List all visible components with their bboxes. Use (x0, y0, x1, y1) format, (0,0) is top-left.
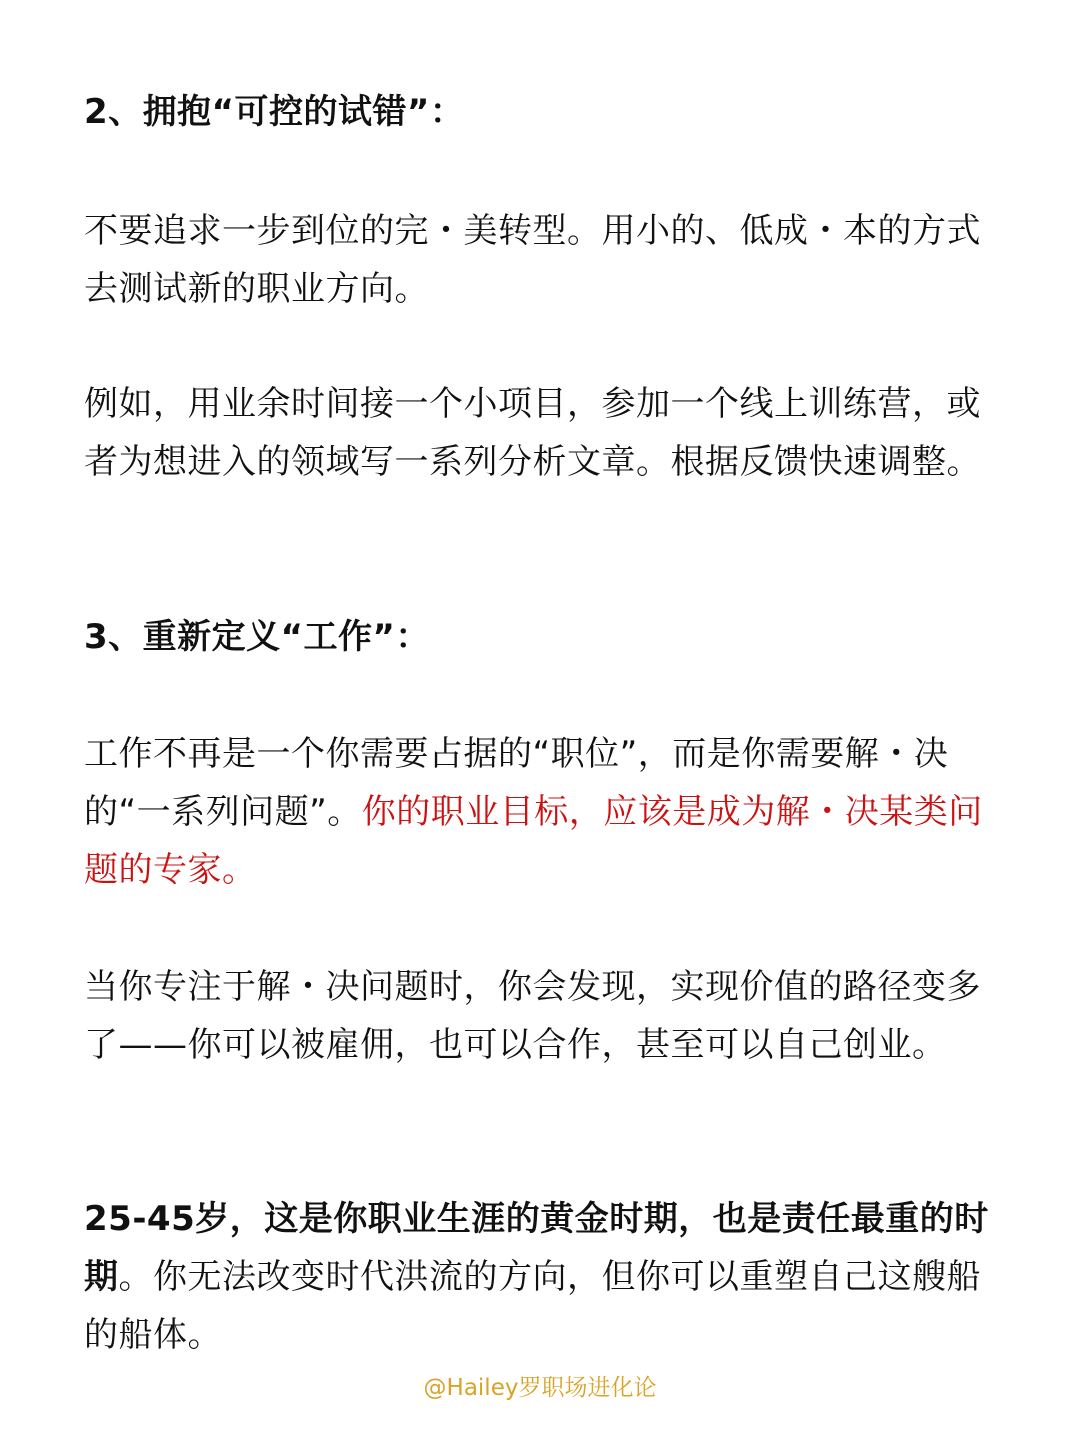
section-3-paragraph-1 (84, 725, 1004, 899)
article-page (84, 0, 1004, 1443)
section-2-paragraph-2: 例如，用业余时间接一个小项目，参加一个线上训练营，或者为想进入的领域写一系列分析文章。根据反馈快速调整。 (84, 384, 981, 482)
closing-bold-text: 25-45岁，这是你职业生涯的黄金时期，也是责任最重的时期 (84, 1199, 989, 1297)
section-3-heading: 3、重新定义“工作”： (84, 617, 430, 657)
section-3-highlight-text: 你的职业目标，应该是成为解・决某类问题的专家。 (84, 792, 983, 890)
closing-paragraph (84, 1190, 1004, 1364)
section-2-paragraph-1: 不要追求一步到位的完・美转型。用小的、低成・本的方式去测试新的职业方向。 (84, 211, 981, 309)
section-3-paragraph-2: 当你专注于解・决问题时，你会发现，实现价值的路径变多了——你可以被雇佣，也可以合作，甚至可以自己创业。 (84, 967, 981, 1065)
section-3-paragraph-1-text: 工作不再是一个你需要占据的“职位”，而是你需要解・决的“一系列问题”。 (84, 734, 949, 832)
closing-normal-text: 。你无法改变时代洪流的方向，但你可以重塑自己这艘船的船体。 (84, 1257, 981, 1355)
author-watermark: @Hailey罗职场进化论 (423, 1375, 657, 1401)
section-2-heading: 2、拥抱“可控的试错”： (84, 92, 465, 132)
